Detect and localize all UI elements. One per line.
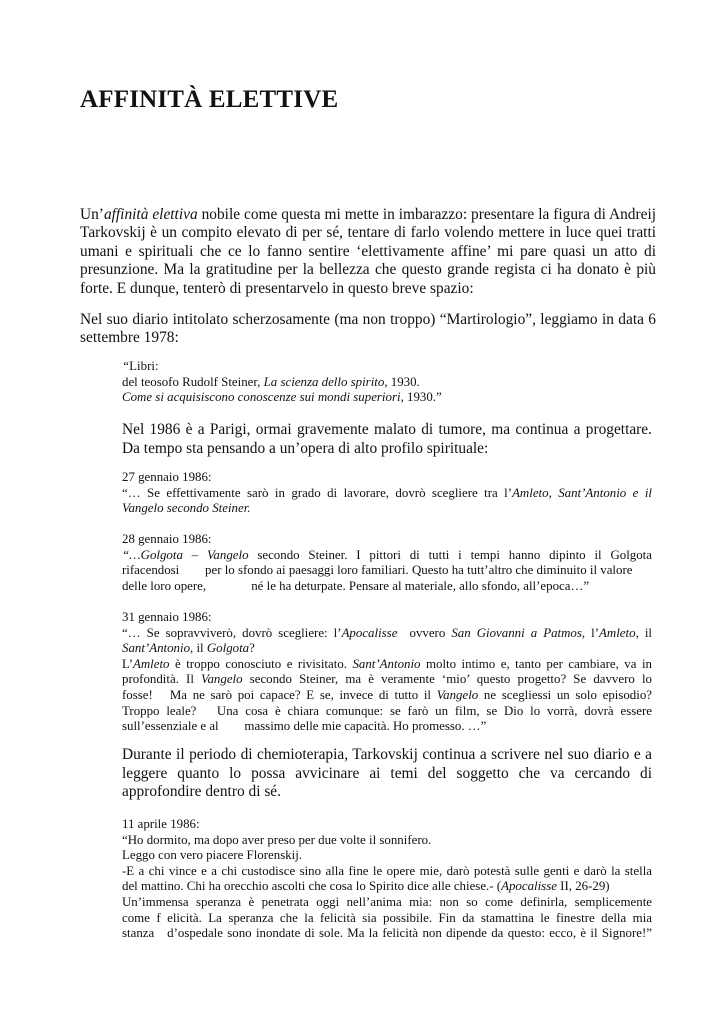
entry-text: ? xyxy=(249,641,255,656)
entry-text: secondo Steiner, ma è veramente ‘mio’ questo progetto? Se davvero lo xyxy=(242,672,652,687)
diary-entry-28-jan xyxy=(122,532,652,594)
entry-text: l’ xyxy=(585,625,600,640)
entry-emphasis: Vangelo xyxy=(201,672,243,687)
entry-line: rifacendosi per lo sfondo ai paesaggi loro familiari. Questo ha tutt’altro che diminuito il valore xyxy=(122,563,633,578)
entry-line: stanza d’ospedale sono inondate di sole. Ma la felicità non dipende da questo: ecco, è il Signore!” xyxy=(122,926,652,941)
entry-line xyxy=(122,486,652,502)
book-year-1: , 1930. xyxy=(384,374,420,389)
entry-line xyxy=(122,548,652,564)
entry-line xyxy=(122,501,652,517)
entry-line: Troppo leale? Una cosa è chiara comunque: se farò un film, se Dio lo vorrà, dovrà essere xyxy=(122,703,652,718)
entry-emphasis: Vangelo secondo Steiner. xyxy=(122,501,251,516)
entry-line xyxy=(122,688,652,704)
entry-text: ne scegliessi un solo episodio? xyxy=(478,687,652,702)
intro-paragraph xyxy=(80,206,656,298)
entry-emphasis: Apocalisse xyxy=(341,625,398,640)
intro-lead: Un’ xyxy=(80,206,104,223)
entry-emphasis: Sant’Antonio xyxy=(352,656,421,671)
entry-date: 27 gennaio 1986: xyxy=(122,470,212,484)
entry-emphasis: Sant’Antonio xyxy=(122,641,191,656)
entry-emphasis: San Giovanni a Patmos, xyxy=(451,625,586,640)
books-quote xyxy=(122,359,652,406)
diary-entry-11-apr xyxy=(122,817,652,942)
entry-text: “… Se sopravviverò, dovrò scegliere: l’ xyxy=(122,625,342,640)
entry-text: “… Se effettivamente sarò in grado di lavorare, dovrò scegliere tra l’ xyxy=(122,485,513,500)
entry-text: ovvero xyxy=(397,625,452,640)
entry-line xyxy=(122,672,652,688)
entry-text: del mattino. Chi ha orecchio ascolti che cosa lo Spirito dice alle chiese.- ( xyxy=(122,879,502,894)
entry-line: come f elicità. La speranza che la felicità sia possibile. Fin da stamattina le finestre della mia xyxy=(122,910,652,925)
entry-emphasis: Amleto xyxy=(132,656,170,671)
book-year-2: , 1930.” xyxy=(400,390,442,405)
entry-text: profondità. Il xyxy=(122,672,202,687)
entry-text: , il xyxy=(635,625,652,640)
books-label: Libri: xyxy=(129,359,159,373)
books-line-2 xyxy=(122,390,652,406)
entry-line: sull’essenziale e al massimo delle mie capacità. Ho promesso. …” xyxy=(122,719,487,734)
diary-entry-27-jan xyxy=(122,470,652,517)
entry-text: fosse! Ma ne sarò poi capace? E se, invece di tutto il xyxy=(122,687,437,702)
entry-emphasis: Amleto xyxy=(599,625,636,640)
entry-line xyxy=(122,879,652,895)
entry-emphasis: Vangelo xyxy=(436,687,479,702)
entry-line: Un’immensa speranza è penetrata oggi nell’anima mia: non so come definirla, semplicemente xyxy=(122,894,652,909)
intro-text: nobile come questa mi mette in imbarazzo: presentare la figura di Andreij Tarkovskij è un compito elevato di per sé, tentare di farlo volendo mettere in luce quei tratti umani e spirituali che ce lo fanno sentire ‘elettivamente affine’ mi pare quasi un atto di presunzione. Ma la gratitudine per la bellezza che questo grande regista ci ha donato è più forte. E dunque, tenterò di presentarvelo in questo breve spazio: xyxy=(80,206,656,297)
entry-line xyxy=(122,641,652,657)
entry-date: 31 gennaio 1986: xyxy=(122,610,212,624)
entry-text: L’ xyxy=(122,656,133,671)
books-heading xyxy=(122,359,652,375)
entry-date: 11 aprile 1986: xyxy=(122,817,200,831)
entry-line xyxy=(122,626,652,642)
books-author: del teosofo Rudolf Steiner, xyxy=(122,374,264,389)
book-title-1: La scienza dello spirito xyxy=(263,374,385,389)
paris-paragraph: Nel 1986 è a Parigi, ormai gravemente malato di tumore, ma continua a progettare. Da tempo sta pensando a un’opera di alto profilo spirituale: xyxy=(122,421,652,457)
entry-emphasis: Amleto, Sant’Antonio e il xyxy=(512,485,652,500)
intro-emphasis: affinità elettiva xyxy=(103,206,198,223)
entry-text: II, 26-29) xyxy=(556,879,610,894)
entry-emphasis: “…Golgota – Vangelo xyxy=(122,547,249,562)
entry-line: Leggo con vero piacere Florenskij. xyxy=(122,848,303,863)
entry-line: “Ho dormito, ma dopo aver preso per due volte il sonnifero. xyxy=(122,832,432,847)
entry-emphasis: Apocalisse xyxy=(501,879,557,894)
page-title: AFFINITÀ ELETTIVE xyxy=(80,86,339,113)
diary-intro-paragraph: Nel suo diario intitolato scherzosamente (ma non troppo) “Martirologio”, leggiamo in data 6 settembre 1978: xyxy=(80,311,656,347)
entry-text: è troppo conosciuto e rivisitato. xyxy=(169,656,353,671)
entry-line: -E a chi vince e a chi custodisce sino alla fine le opere mie, darò potestà sulle genti e darò la stella xyxy=(122,863,652,878)
entry-text: secondo Steiner. I pittori di tutti i tempi hanno dipinto il Golgota xyxy=(248,547,652,562)
book-title-2: Come si acquisiscono conoscenze sui mondi superiori xyxy=(122,390,401,405)
chemo-paragraph: Durante il periodo di chemioterapia, Tarkovskij continua a scrivere nel suo diario e a leggere quanto lo possa avvicinare ai temi del soggetto che va cercando di approfondire dentro di sé. xyxy=(122,746,652,801)
entry-emphasis: Golgota xyxy=(206,641,250,656)
books-line-1 xyxy=(122,375,652,391)
open-quote: “ xyxy=(122,359,130,373)
entry-line xyxy=(122,657,652,673)
entry-text: molto intimo e, tanto per cambiare, va in xyxy=(420,656,652,671)
entry-line: delle loro opere, né le ha deturpate. Pensare al materiale, allo sfondo, all’epoca…” xyxy=(122,578,590,593)
diary-entry-31-jan xyxy=(122,610,652,735)
entry-date: 28 gennaio 1986: xyxy=(122,532,212,546)
entry-text: , il xyxy=(190,641,207,656)
